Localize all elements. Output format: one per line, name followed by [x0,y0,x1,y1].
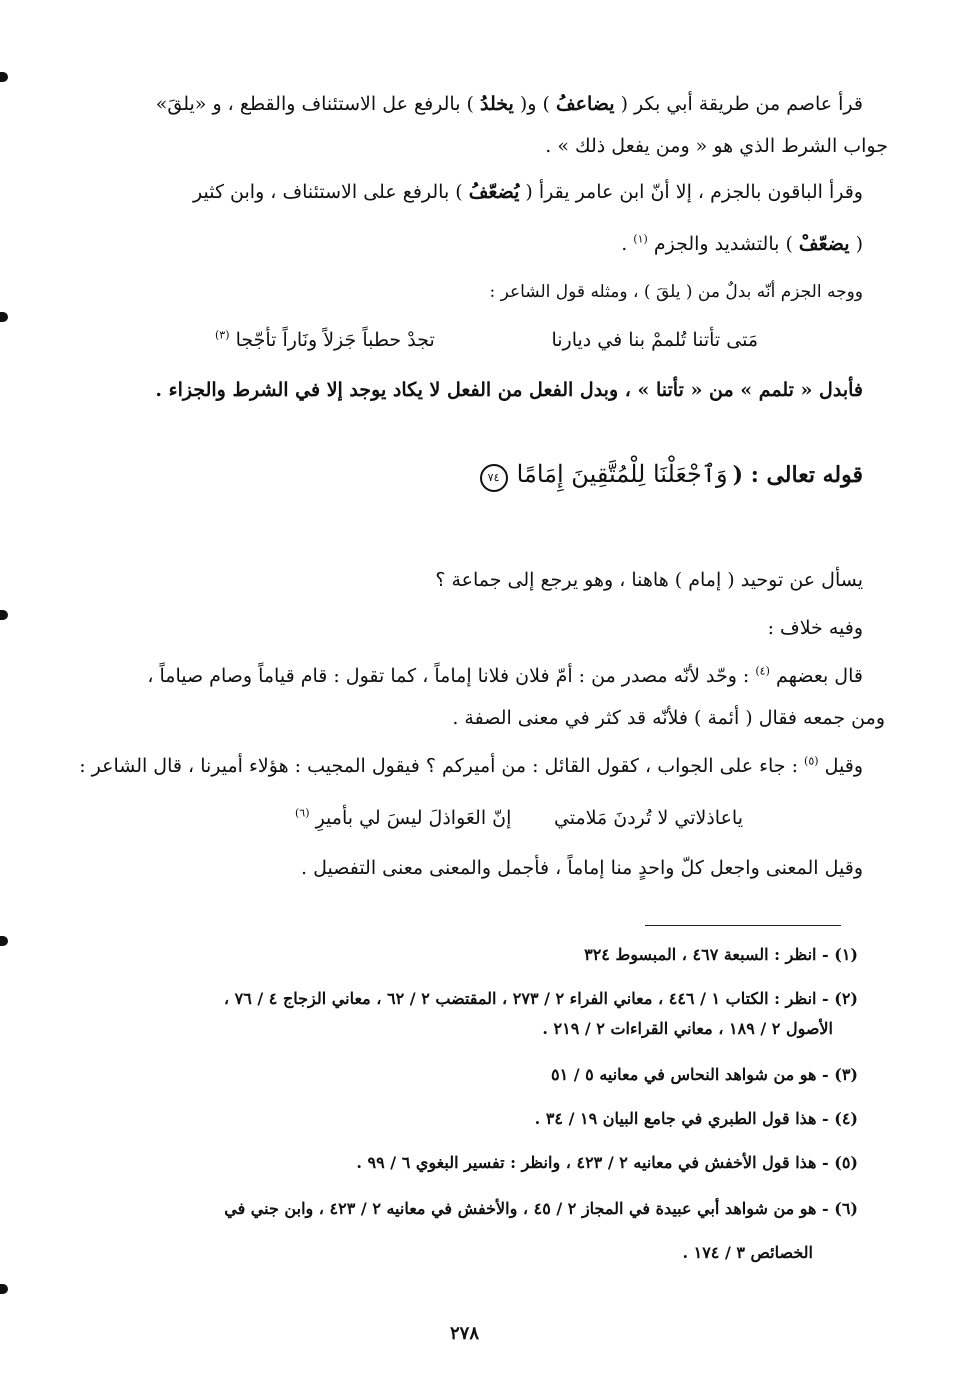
verse-hemistich-left [215,326,435,354]
highlighted-word: يُضعّفُ [468,181,520,203]
body-line: يسأل عن توحيد ( إمام ) هاهنا ، وهو يرجع إلى جماعة ؟ [435,569,863,591]
text: ) بالرفع على الاستئناف ، وابن كثير [193,181,463,203]
margin-mark [0,610,8,620]
text: إنّ العَواذلَ ليسَ لي بأميرِ [315,807,512,829]
text: وقرأ الباقون بالجزم ، إلا أنّ ابن عامر يقرأ ( [525,181,863,203]
footnote: (٤) - هذا قول الطبري في جامع البيان ١٩ / ٣٤ . [534,1109,858,1128]
margin-mark [0,1284,8,1294]
text: قرأ عاصم من طريقة أبي بكر ( [620,93,863,115]
page-number: ٢٧٨ [450,1323,480,1344]
footnote: (٥) - هذا قول الأخفش في معانيه ٢ / ٤٢٣ ، وانظر : تفسير البغوي ٦ / ٩٩ . [356,1153,858,1172]
highlighted-word: يضاعفُ [555,93,615,115]
ayah-number-icon: ٧٤ [480,464,508,492]
footnote: (١) - انظر : السبعة ٤٦٧ ، المبسوط ٣٢٤ [584,945,858,964]
body-line [79,752,863,780]
footnote: (٦) - هو من شواهد أبي عبيدة في المجاز ٢ / ٤٥ ، والأخفش في معانيه ٢ / ٤٢٣ ، وابن جني في [224,1199,858,1218]
footnote: (٣) - هو من شواهد النحاس في معانيه ٥ / ٥١ [550,1065,858,1084]
footnote-ref: (٥) [804,754,819,768]
body-line: ووجه الجزم أنّه بدلٌ من ( يلقَ ) ، ومثله قول الشاعر : [489,282,863,302]
text: ) بالرفع عل الاستئناف والقطع ، و «يلقَ» [155,93,474,115]
body-line: ومن جمعه فقال ( أئمة ) فلأنّه قد كثر في معنى الصفة . [452,707,885,729]
text: ( [855,233,863,255]
verse-hemistich-left [295,804,511,832]
margin-mark [0,936,8,946]
verse-hemistich-right: مَتى تأتنا تُلممْ بنا في ديارنا [551,329,758,351]
body-line: جواب الشرط الذي هو « ومن يفعل ذلك » . [545,135,888,157]
text: : جاء على الجواب ، كقول القائل : من أميركم ؟ فيقول المجيب : هؤلاء أميرنا ، قال الشاعر : [79,755,798,777]
quran-text: وَٱجْعَلْنَا لِلْمُتَّقِينَ إِمَامًا [516,460,728,488]
verse-hemistich-right: ياعاذلاتي لا تُردنَ مَلامتي [553,807,743,829]
margin-mark [0,312,8,322]
text: : وحّد لأنّه مصدر من : أمّ فلان فلانا إماماً ، كما تقول : قام قياماً وصام صياماً ، [147,665,750,687]
body-line [193,178,863,206]
text: ) بالتشديد والجزم [653,233,793,255]
body-line [147,662,863,690]
footnote-ref: (٦) [295,806,310,820]
footnote-continuation: الأصول ٢ / ١٨٩ ، معاني القراءات ٢ / ٢١٩ . [542,1019,833,1038]
footnote-continuation: الخصائص ٣ / ١٧٤ . [682,1243,813,1262]
text: تجدْ حطباً جَزلاً ونَاراً تأجّجا [235,329,435,351]
verse-heading [480,460,863,492]
body-line: وقيل المعنى واجعل كلّ واحدٍ منا إماماً ، فأجمل والمعنى معنى التفصيل . [301,857,863,879]
footnote-separator [645,925,841,926]
body-line [63,90,863,118]
text: . [621,233,628,255]
body-line: فأبدل « تلمم » من « تأتنا » ، وبدل الفعل من الفعل لا يكاد يوجد إلا في الشرط والجزاء . [155,379,863,401]
text: ) و( [519,93,550,115]
body-line [621,230,863,258]
footnote-ref: (١) [633,232,648,246]
text: قال بعضهم [775,665,863,687]
heading-label: قوله تعالى : ( [732,462,863,488]
footnote: (٢) - انظر : الكتاب ١ / ٤٤٦ ، معاني الفراء ٢ / ٢٧٣ ، المقتضب ٢ / ٦٢ ، معاني الزجاج ٤ / ٧٦ ، [223,989,858,1008]
body-line: وفيه خلاف : [767,617,863,639]
footnote-ref: (٣) [215,328,230,342]
footnote-ref: (٤) [755,664,770,678]
margin-mark [0,72,8,82]
highlighted-word: يضعّفْ [798,233,850,255]
highlighted-word: يخلدُ [480,93,514,115]
text: وقيل [824,755,863,777]
